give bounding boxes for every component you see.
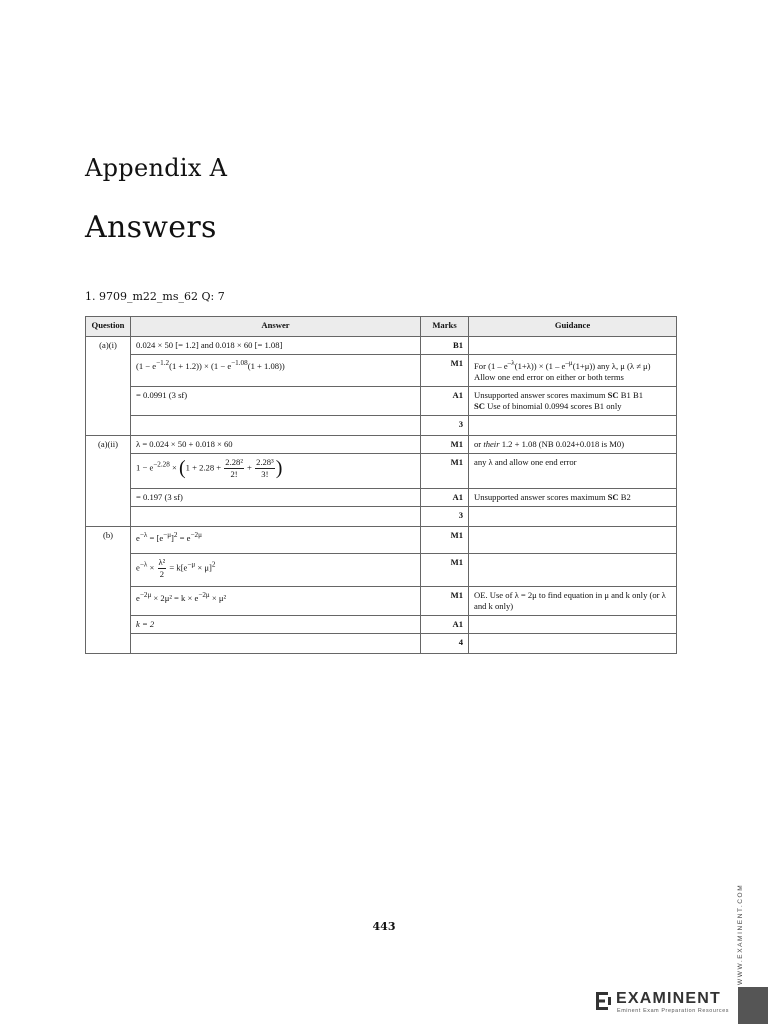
table-row — [86, 615, 677, 633]
marks-cell: A1 — [421, 488, 469, 506]
answer-cell — [131, 415, 421, 435]
answer-cell: $e^{-\lambda} = [e^{-\mu}]^2 = e^{-2\mu}$ — [131, 526, 421, 553]
table-row — [86, 553, 677, 586]
marks-cell: M1 — [421, 586, 469, 615]
answer-cell: = 0.0991 (3 sf) — [131, 386, 421, 415]
guidance-cell: For $(1 - e^{-\lambda}(1+\lambda)) \times (1 - e^{-\mu}(1+\mu))$ any λ, μ (λ ≠ μ) Allow one end error on either or both terms — [469, 355, 677, 387]
marks-cell: M1 — [421, 553, 469, 586]
total-marks: 3 — [421, 415, 469, 435]
total-marks: 4 — [421, 633, 469, 653]
answer-cell: k = 2 — [131, 615, 421, 633]
brand-bar — [738, 987, 768, 1024]
brand-tagline: Eminent Exam Preparation Resources — [617, 1008, 730, 1014]
guidance-cell — [469, 506, 677, 526]
brand-url: WWW.EXAMINENT.COM — [737, 883, 744, 985]
table-row — [86, 415, 677, 435]
guidance-cell: Unsupported answer scores maximum SC B2 — [469, 488, 677, 506]
guidance-cell: Unsupported answer scores maximum SC B1 B1 SC Use of binomial 0.0994 scores B1 only — [469, 386, 677, 415]
guidance-cell: or their 1.2 + 1.08 (NB 0.024+0.018 is M0) — [469, 435, 677, 453]
brand-logo — [596, 990, 732, 1020]
table-row — [86, 386, 677, 415]
guidance-cell — [469, 337, 677, 355]
answer-cell — [131, 633, 421, 653]
total-marks: 3 — [421, 506, 469, 526]
mark-scheme-table — [85, 316, 677, 654]
header-question: Question — [86, 317, 131, 337]
question-reference: 1. 9709_m22_ms_62 Q: 7 — [85, 290, 225, 303]
answer-cell: $(1 - e^{-1.2}(1 + 1.2)) \times (1 - e^{-1.08}(1 + 1.08))$ — [131, 355, 421, 387]
marks-cell: M1 — [421, 526, 469, 553]
answer-cell: 0.024 × 50 [= 1.2] and 0.018 × 60 [= 1.08] — [131, 337, 421, 355]
page-title: Answers — [85, 210, 217, 245]
guidance-cell: any λ and allow one end error — [469, 453, 677, 488]
guidance-cell — [469, 526, 677, 553]
answer-cell: $e^{-\lambda}$ × $\frac{\text{λ²}}{2}$ = $k[e^{-\mu} \times \mu]^2$ — [131, 553, 421, 586]
table-header-row — [86, 317, 677, 337]
table-row — [86, 506, 677, 526]
page-number: 443 — [372, 920, 396, 933]
table-row — [86, 586, 677, 615]
guidance-cell — [469, 553, 677, 586]
table-row — [86, 337, 677, 355]
table-row — [86, 435, 677, 453]
guidance-cell — [469, 615, 677, 633]
table-row — [86, 633, 677, 653]
question-label: (b) — [86, 526, 131, 653]
question-label: (a)(ii) — [86, 435, 131, 526]
answer-cell: $1 - e^{-2.28} \times (1 + 2.28$ + $\frac{\text{2.28²}}{2!}$ + $\frac{\text{2.28³}}{3!}$ ) — [131, 453, 421, 488]
table-row — [86, 526, 677, 553]
guidance-cell — [469, 415, 677, 435]
marks-cell: A1 — [421, 615, 469, 633]
table-row — [86, 488, 677, 506]
guidance-cell: OE. Use of λ = 2μ to find equation in μ and k only (or λ and k only) — [469, 586, 677, 615]
table-row — [86, 355, 677, 387]
header-marks: Marks — [421, 317, 469, 337]
answer-cell: λ = 0.024 × 50 + 0.018 × 60 — [131, 435, 421, 453]
appendix-heading: Appendix A — [85, 154, 228, 182]
answer-cell: = 0.197 (3 sf) — [131, 488, 421, 506]
marks-cell: M1 — [421, 435, 469, 453]
answer-cell: $e^{-2\mu} \times 2\mu^2 = k \times e^{-2\mu} \times \mu^2$ — [131, 586, 421, 615]
header-answer: Answer — [131, 317, 421, 337]
marks-cell: M1 — [421, 355, 469, 387]
marks-cell: B1 — [421, 337, 469, 355]
guidance-cell — [469, 633, 677, 653]
question-label: (a)(i) — [86, 337, 131, 436]
marks-cell: M1 — [421, 453, 469, 488]
answer-cell — [131, 506, 421, 526]
brand-name: EXAMINENT — [616, 990, 722, 1007]
marks-cell: A1 — [421, 386, 469, 415]
header-guidance: Guidance — [469, 317, 677, 337]
table-row — [86, 453, 677, 488]
examinent-logo-icon — [596, 992, 612, 1010]
